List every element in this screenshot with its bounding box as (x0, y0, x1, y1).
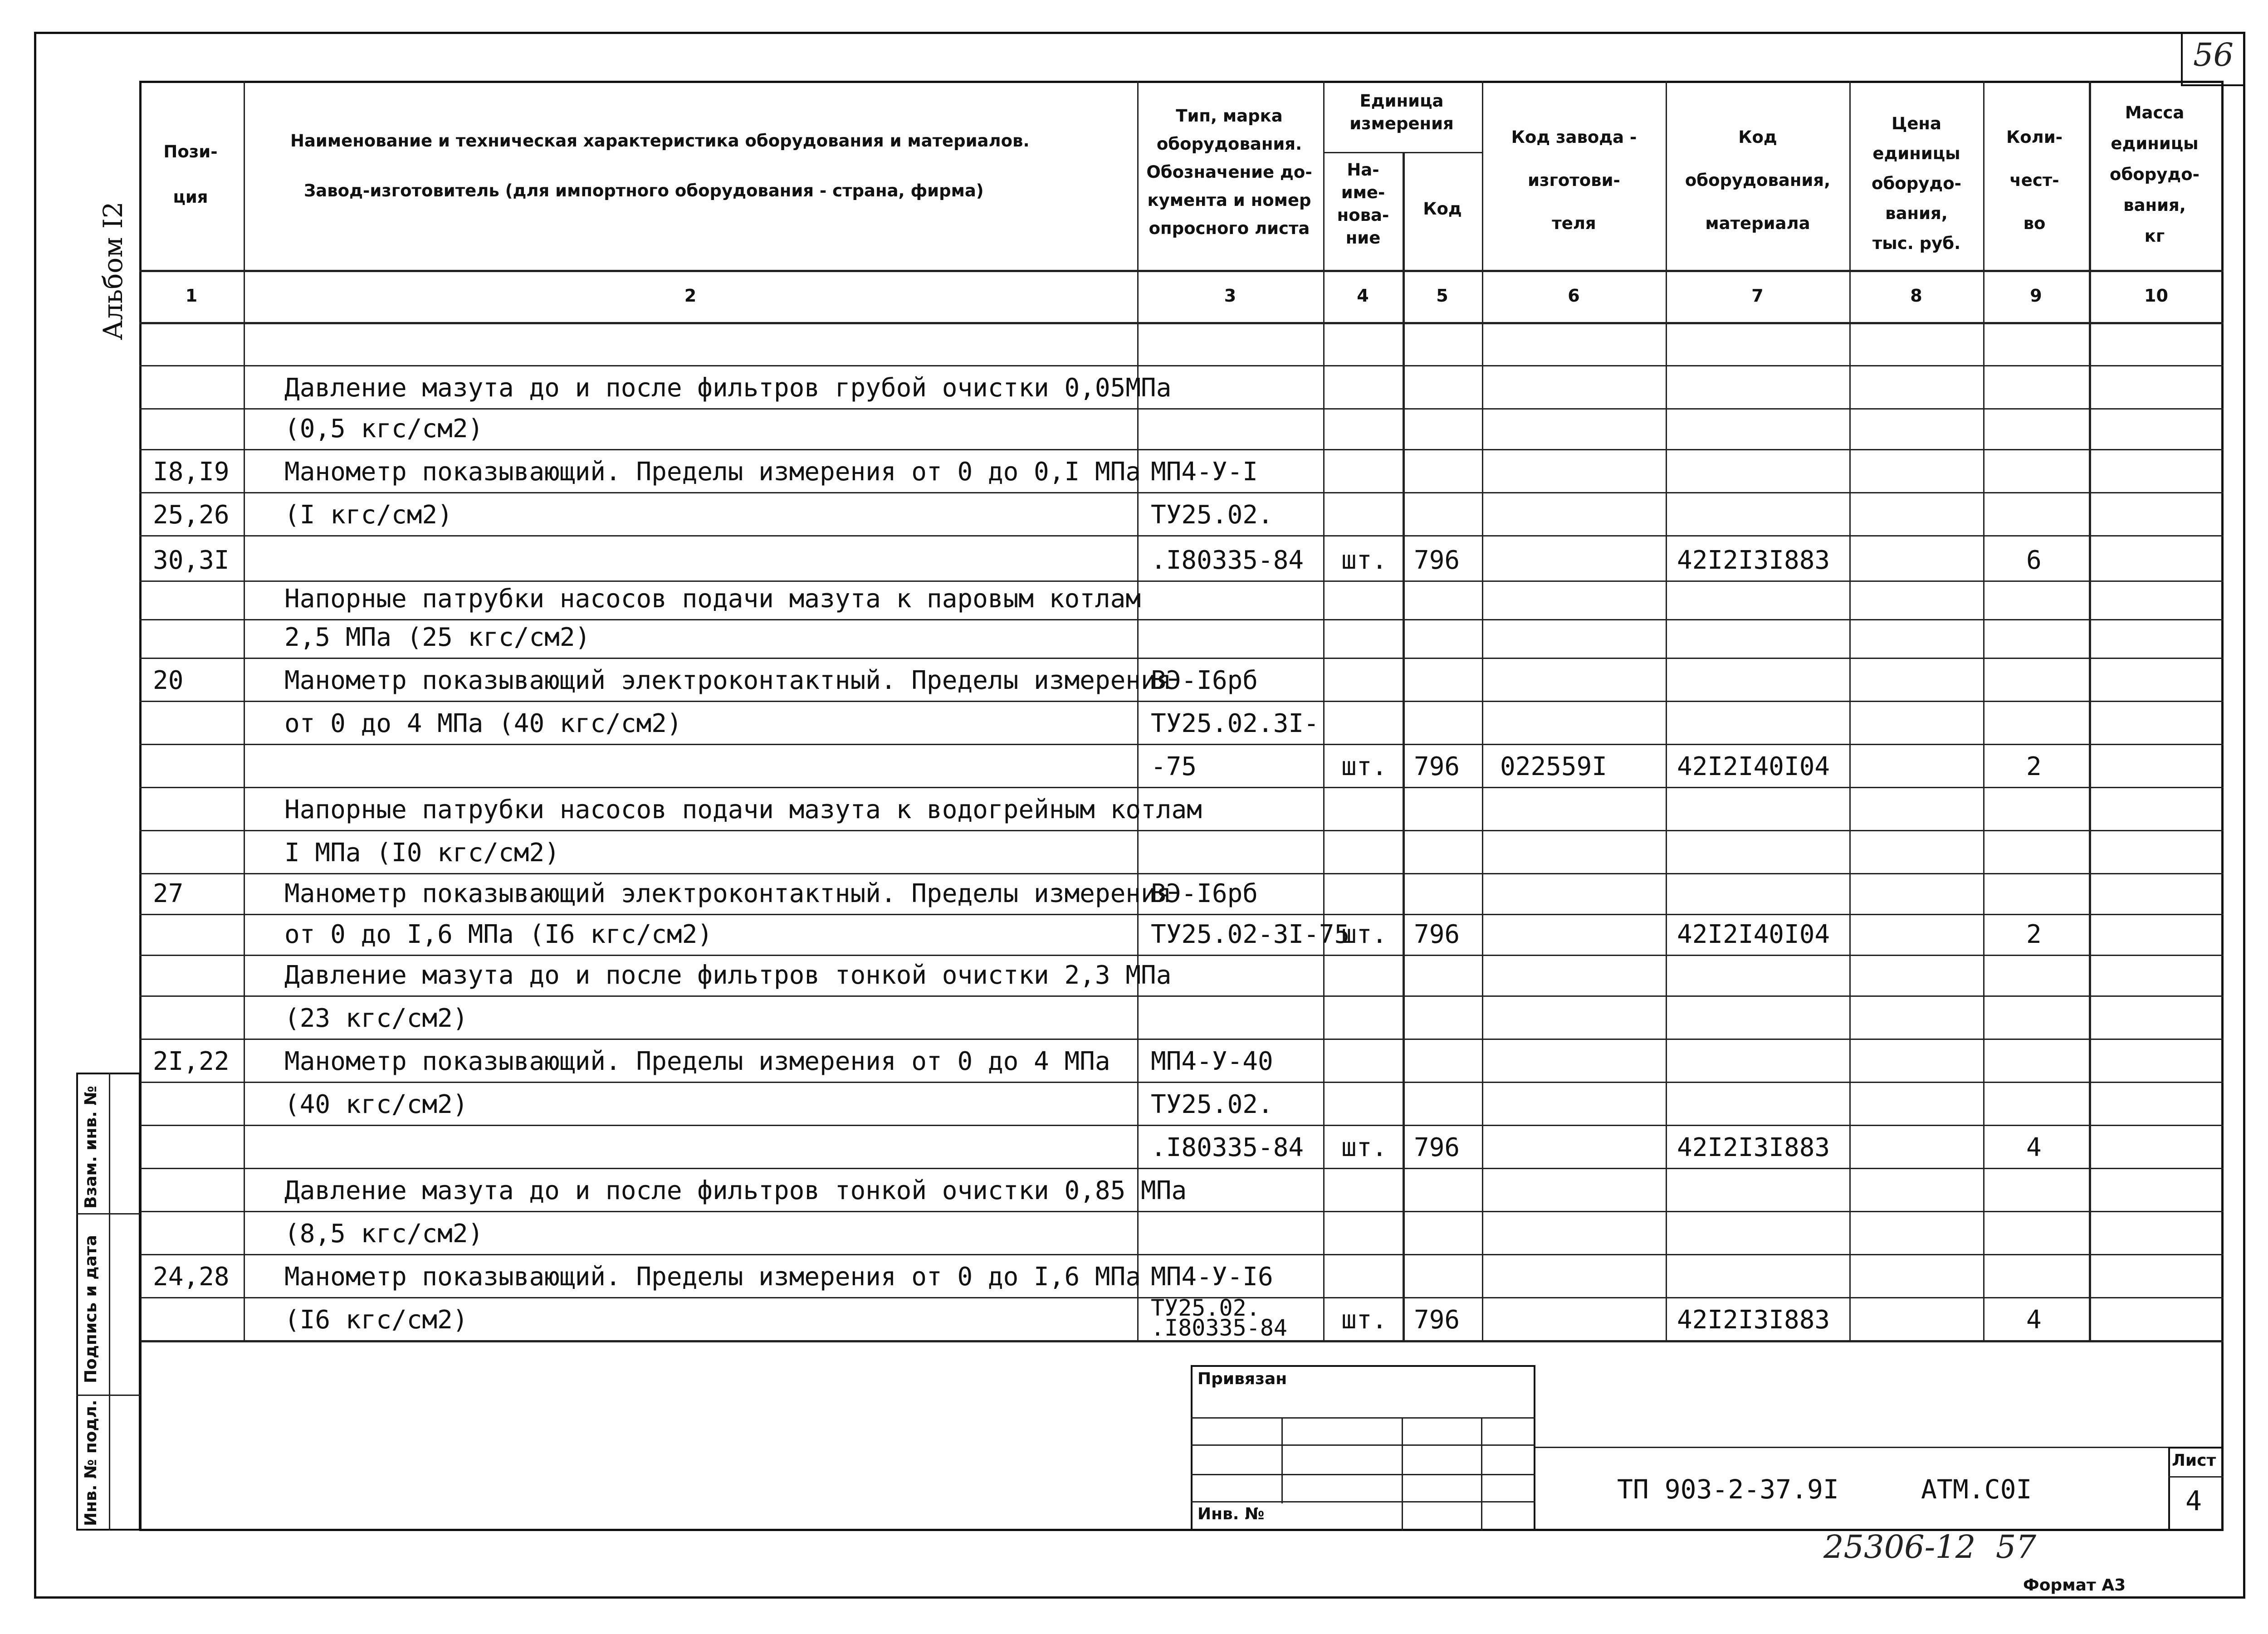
cell-name: (8,5 кгс/см2) (284, 1219, 484, 1249)
row-line (139, 787, 2224, 788)
row-line (139, 1039, 2224, 1040)
cell-type: ТУ25.02. .I80335-84 (1151, 1295, 1288, 1341)
cell-name: Манометр показывающий. Пределы измерения от 0 до 4 МПа (284, 1047, 1110, 1076)
row-line (139, 1211, 2224, 1212)
cell-type: ТУ25.02-3I-75 (1151, 920, 1350, 949)
privyazan-sep1 (1191, 1417, 1535, 1419)
title-top-line (1535, 1447, 2224, 1448)
row-line (139, 449, 2224, 450)
colnum-6: 6 (1568, 286, 1580, 306)
cell-pos: I8,I9 (153, 457, 230, 487)
privyazan-sep4 (1191, 1501, 1535, 1502)
row-line (139, 955, 2224, 956)
privyazan-sep3 (1191, 1474, 1535, 1475)
cell-qty: 4 (2026, 1305, 2042, 1335)
side-stamp-podpis: Подпись и дата (82, 1235, 100, 1383)
cell-pos: 25,26 (153, 500, 230, 530)
handwritten-number: 25306-12 57 (1823, 1528, 2036, 1566)
cell-pos: 27 (153, 879, 184, 908)
cell-unit: шт. (1341, 1305, 1388, 1335)
cell-qty: 2 (2026, 920, 2042, 949)
row-line (139, 365, 2224, 366)
cell-type: .I80335-84 (1151, 546, 1304, 575)
colnum-bottom-line (139, 322, 2224, 324)
inv-no-label: Инв. № (1198, 1505, 1265, 1523)
side-stamp-vzam-inv: Взам. инв. № (82, 1086, 100, 1209)
row-line (139, 701, 2224, 702)
colnum-5: 5 (1436, 286, 1448, 306)
album-label: Альбом I2 (98, 201, 128, 340)
row-line (139, 830, 2224, 831)
header-col2-line1: Наименование и техническая характеристика оборудования и материалов. (290, 131, 1030, 151)
cell-pos: 2I,22 (153, 1047, 230, 1076)
cell-type: ВЭ-I6рб (1151, 879, 1258, 908)
row-line (139, 408, 2224, 410)
cell-type: МП4-У-40 (1151, 1047, 1273, 1076)
sheet-label: Лист (2172, 1451, 2216, 1470)
row-line (139, 744, 2224, 745)
cell-qty: 6 (2026, 546, 2042, 575)
row-line (139, 580, 2224, 582)
cell-code: 796 (1414, 752, 1460, 781)
side-stamp-sep2 (76, 1395, 141, 1396)
cell-unit: шт. (1341, 1133, 1388, 1162)
colnum-2: 2 (684, 286, 697, 306)
sheet-no: 4 (2185, 1485, 2202, 1517)
row-line (139, 1082, 2224, 1083)
header-col5: Код (1423, 199, 1462, 219)
cell-name: (0,5 кгс/см2) (284, 414, 484, 444)
cell-name: I МПа (I0 кгс/см2) (284, 838, 560, 868)
cell-qty: 2 (2026, 752, 2042, 781)
row-line (139, 914, 2224, 915)
cell-factory: 022559I (1500, 752, 1608, 781)
cell-code: 796 (1414, 546, 1460, 575)
cell-name: Манометр показывающий электроконтактный. Пределы измерения (284, 879, 1172, 908)
cell-name: (I6 кгс/см2) (284, 1305, 468, 1335)
cell-name: от 0 до I,6 МПа (I6 кгс/см2) (284, 920, 713, 949)
cell-name: Давление мазута до и после фильтров тонкой очистки 2,3 МПа (284, 961, 1172, 990)
unit-group-line (1323, 152, 1482, 153)
cell-name: Давление мазута до и после фильтров грубой очистки 0,05МПа (284, 373, 1172, 403)
cell-type: МП4-У-I (1151, 457, 1258, 487)
cell-equip: 42I2I3I883 (1677, 546, 1830, 575)
header-col6: Код завода - изготови- теля (1511, 127, 1637, 233)
header-col9: Коли- чест- во (2006, 127, 2063, 233)
header-col4: На- име- нова- ние (1337, 160, 1389, 248)
row-line (139, 492, 2224, 493)
cell-type: -75 (1151, 752, 1197, 781)
header-col8: Цена единицы оборудо- вания, тыс. руб. (1872, 114, 1961, 253)
header-col10: Масса единицы оборудо- вания, кг (2110, 103, 2200, 246)
colnum-3: 3 (1224, 286, 1237, 306)
cell-unit: шт. (1341, 752, 1388, 781)
sheet-box-sep (2168, 1476, 2224, 1478)
header-bottom-line (139, 270, 2224, 272)
header-col45-group: Единица измерения (1349, 91, 1454, 133)
cell-type: ТУ25.02. (1151, 1090, 1273, 1119)
cell-name: Напорные патрубки насосов подачи мазута к паровым котлам (284, 584, 1141, 614)
row-line (139, 1168, 2224, 1169)
cell-name: Манометр показывающий. Пределы измерения от 0 до I,6 МПа (284, 1262, 1141, 1292)
privyazan-label: Привязан (1198, 1370, 1287, 1388)
cell-pos: 24,28 (153, 1262, 230, 1292)
row-line (139, 1254, 2224, 1255)
colnum-1: 1 (185, 286, 198, 306)
cell-code: 796 (1414, 1305, 1460, 1335)
cell-name: (40 кгс/см2) (284, 1090, 468, 1119)
row-line (139, 619, 2224, 620)
header-col1: Пози- ция (163, 142, 218, 207)
cell-qty: 4 (2026, 1133, 2042, 1162)
format-label: Формат А3 (2023, 1576, 2126, 1595)
cell-type: ТУ25.02. (1151, 500, 1273, 530)
cell-name: Давление мазута до и после фильтров тонкой очистки 0,85 МПа (284, 1176, 1187, 1205)
row-line (139, 1125, 2224, 1126)
side-stamp-inv-podl: Инв. № подл. (82, 1400, 100, 1526)
side-stamp-divider (109, 1073, 110, 1531)
header-col2-line2: Завод-изготовитель (для импортного оборудования - страна, фирма) (304, 181, 984, 200)
cell-name: от 0 до 4 МПа (40 кгс/см2) (284, 709, 682, 738)
privyazan-v1 (1281, 1417, 1283, 1503)
cell-pos: 30,3I (153, 546, 230, 575)
cell-name: Манометр показывающий. Пределы измерения от 0 до 0,I МПа (284, 457, 1141, 487)
privyazan-v2 (1402, 1417, 1403, 1531)
cell-type: .I80335-84 (1151, 1133, 1304, 1162)
colnum-10: 10 (2144, 286, 2168, 306)
cell-name: Напорные патрубки насосов подачи мазута к водогрейным котлам (284, 795, 1202, 824)
colnum-7: 7 (1751, 286, 1764, 306)
cell-equip: 42I2I3I883 (1677, 1305, 1830, 1335)
header-col7: Код оборудования, материала (1685, 127, 1831, 233)
cell-equip: 42I2I3I883 (1677, 1133, 1830, 1162)
cell-equip: 42I2I40I04 (1677, 752, 1830, 781)
cell-unit: шт. (1341, 920, 1388, 949)
cell-name: Манометр показывающий электроконтактный. Пределы измерения (284, 666, 1172, 695)
cell-pos: 20 (153, 666, 184, 695)
cell-equip: 42I2I40I04 (1677, 920, 1830, 949)
cell-type: ВЭ-I6рб (1151, 666, 1258, 695)
cell-code: 796 (1414, 920, 1460, 949)
row-line (139, 873, 2224, 874)
privyazan-sep2 (1191, 1444, 1535, 1446)
privyazan-v3 (1481, 1417, 1482, 1531)
sheet-number-top: 56 (2193, 36, 2234, 73)
project-code: ТП 903-2-37.9I (1617, 1474, 1839, 1505)
doc-code: АТМ.С0I (1921, 1474, 2032, 1505)
cell-name: (I кгс/см2) (284, 500, 453, 530)
cell-unit: шт. (1341, 546, 1388, 575)
row-line (139, 995, 2224, 997)
header-col3: Тип, марка оборудования. Обозначение до- кумента и номер опросного листа (1146, 106, 1312, 238)
cell-type: МП4-У-I6 (1151, 1262, 1273, 1292)
cell-code: 796 (1414, 1133, 1460, 1162)
colnum-4: 4 (1357, 286, 1369, 306)
row-line (139, 535, 2224, 537)
row-line (139, 658, 2224, 659)
colnum-8: 8 (1910, 286, 1922, 306)
cell-name: 2,5 МПа (25 кгс/см2) (284, 623, 591, 652)
cell-type: ТУ25.02.3I- (1151, 709, 1319, 738)
cell-name: (23 кгс/см2) (284, 1004, 468, 1033)
column-line-4 (1403, 152, 1405, 1340)
colnum-9: 9 (2030, 286, 2042, 306)
side-stamp-sep1 (76, 1213, 141, 1215)
